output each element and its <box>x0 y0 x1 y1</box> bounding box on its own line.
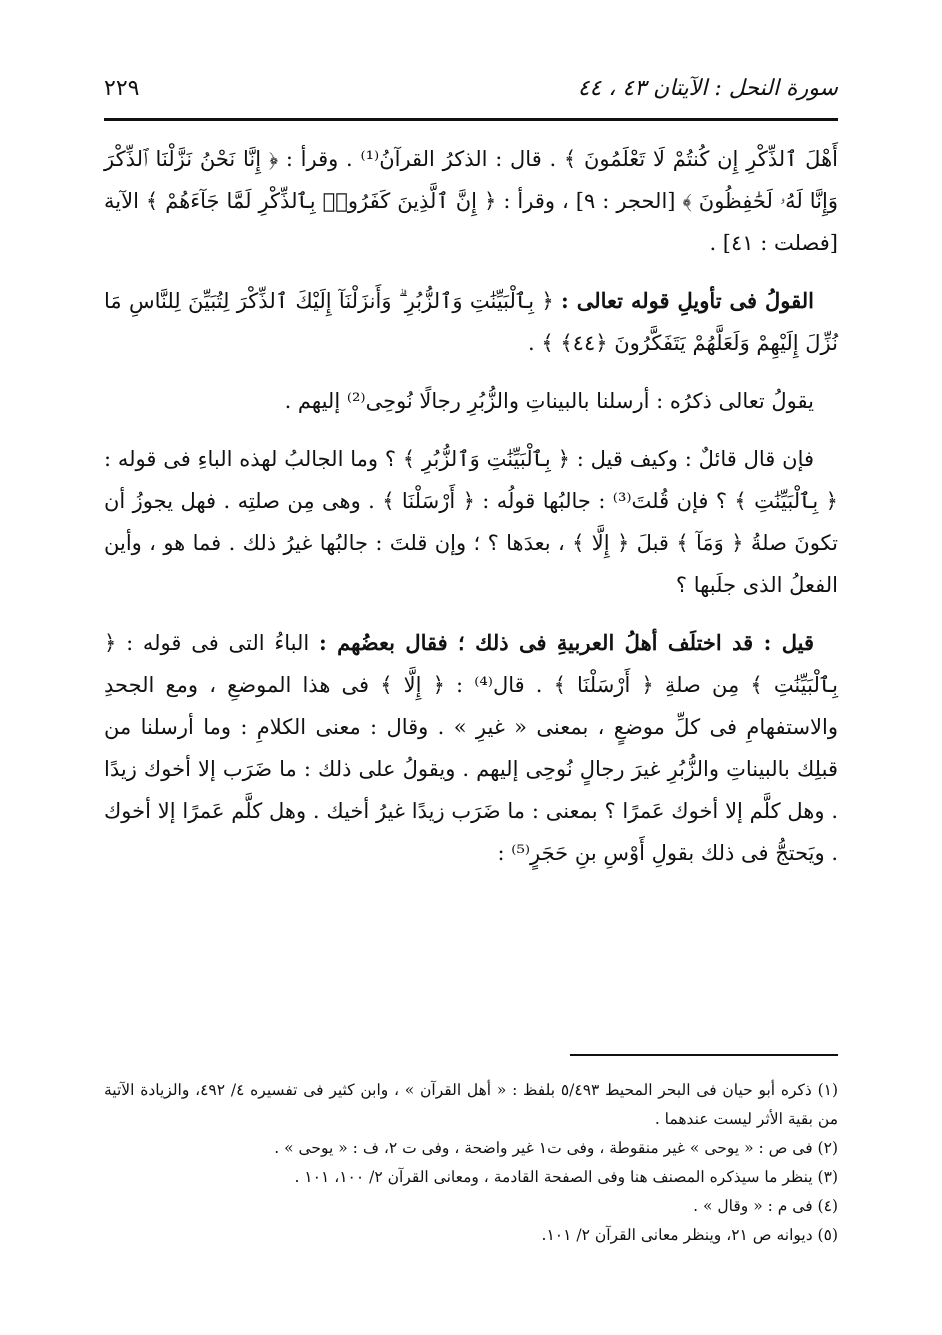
paragraph-text: يقولُ تعالى ذكرُه : أرسلنا بالبيناتِ والزُّبُرِ رجالًا نُوحِى⁽²⁾ إليهم . <box>284 389 814 413</box>
paragraph-verse-heading <box>104 280 838 364</box>
paragraph-continuation <box>104 138 838 264</box>
footnote-rule <box>570 1054 838 1056</box>
footnote-5: (٥) ديوانه ص ٢١، وينظر معانى القرآن ٢/ ١٠١. <box>541 1226 838 1244</box>
paragraph-answer <box>104 622 838 874</box>
paragraph-interpretation <box>104 380 838 422</box>
footnote-4: (٤) فى م : « وقال » . <box>693 1197 838 1215</box>
section-heading: القولُ فى تأويلِ قوله تعالى : <box>561 288 814 313</box>
paragraph-text: فإن قال قائلٌ : وكيف قيل : ﴿ بِٱلْبَيِّنَٰتِ وَٱلزُّبُرِ ﴾ ؟ وما الجالبُ لهذه الباءِ فى قوله : ﴿ بِٱلْبَيِّنَٰتِ ﴾ ؟ فإن قُلتَ⁽³⁾ : جالبُها قولُه : ﴿ أَرْسَلْنَا ﴾ . وهى مِن صلتِه . فهل يجوزُ أن تكونَ صلةُ ﴿ وَمَآ ﴾ قبلَ ﴿ إِلَّا ﴾ ، بعدَها ؟ ؛ وإن قلتَ : جالبُها غيرُ ذلك . فما هو ، وأين الفعلُ الذى جلَبها ؟ <box>104 447 838 597</box>
footnote-3: (٣) ينظر ما سيذكره المصنف هنا وفى الصفحة القادمة ، ومعانى القرآن ٢/ ١٠٠، ١٠١ . <box>294 1168 838 1186</box>
page-header <box>104 66 838 110</box>
verse-text: ﴿ بِٱلْبَيِّنَٰتِ وَٱلزُّبُرِ ۗ وَأَنزَلْنَآ إِلَيْكَ ٱلذِّكْرَ لِتُبَيِّنَ لِلنَّاسِ مَا نُزِّلَ إِلَيْهِمْ وَلَعَلَّهُمْ يَتَفَكَّرُونَ ﴿٤٤﴾ ﴾ . <box>104 289 838 355</box>
footnotes <box>104 1076 838 1250</box>
header-rule <box>104 118 838 121</box>
paragraph-text: الباءُ التى فى قوله : ﴿ بِٱلْبَيِّنَٰتِ ﴾ مِن صلةِ ﴿ أَرْسَلْنَا ﴾ . قال⁽⁴⁾ : ﴿ إِلَّا ﴾ فى هذا الموضعِ ، ومع الجحدِ والاستفهامِ فى كلِّ موضعٍ ، بمعنى « غيرِ » . وقال : معنى الكلامِ : وما أرسلنا من قبلِك بالبيناتِ والزُّبُرِ غيرَ رجالٍ نُوحِى إليهم . ويقولُ على ذلك : ما ضَرَب إلا أخوك زيدًا . وهل كلَّم إلا أخوك عَمرًا ؟ بمعنى : ما ضَرَب زيدًا غيرُ أخيك . وهل كلَّم عَمرًا إلا أخوك . ويَحتجُّ فى ذلك بقولِ أَوْسِ بنِ حَجَرٍ⁽⁵⁾ : <box>104 631 838 865</box>
footnote-1: (١) ذكره أبو حيان فى البحر المحيط ٥/٤٩٣ بلفظ : « أهل القرآن » ، وابن كثير فى تفسيره ٤/ ٤٩٢، والزيادة الآتية من بقية الأثر ليست عندهما . <box>104 1081 839 1128</box>
paragraph-question <box>104 438 838 606</box>
running-title: سورة النحل : الآيتان ٤٣ ، ٤٤ <box>577 75 838 101</box>
main-text <box>104 138 838 890</box>
answer-heading: قيل : قد اختلَف أهلُ العربيةِ فى ذلك ؛ فقال بعضُهم : <box>318 630 815 655</box>
paragraph-text: أَهْلَ ٱلذِّكْرِ إِن كُنتُمْ لَا تَعْلَمُونَ ﴾ . قال : الذكرُ القرآنُ⁽¹⁾ . وقرأ : ﴿ إِنَّا نَحْنُ نَزَّلْنَا ٱلذِّكْرَ وَإِنَّا لَهُۥ لَحَٰفِظُونَ ﴾ [الحجر : ٩] ، وقرأ : ﴿ إِنَّ ٱلَّذِينَ كَفَرُوا۟ بِٱلذِّكْرِ لَمَّا جَآءَهُمْ ﴾ الآية [فصلت : ٤١] . <box>104 147 838 255</box>
page-number: ٢٢٩ <box>104 75 140 101</box>
footnote-2: (٢) فى ص : « يوحى » غير منقوطة ، وفى ت١ غير واضحة ، وفى ت ٢، ف : « يوحى » . <box>274 1139 838 1157</box>
